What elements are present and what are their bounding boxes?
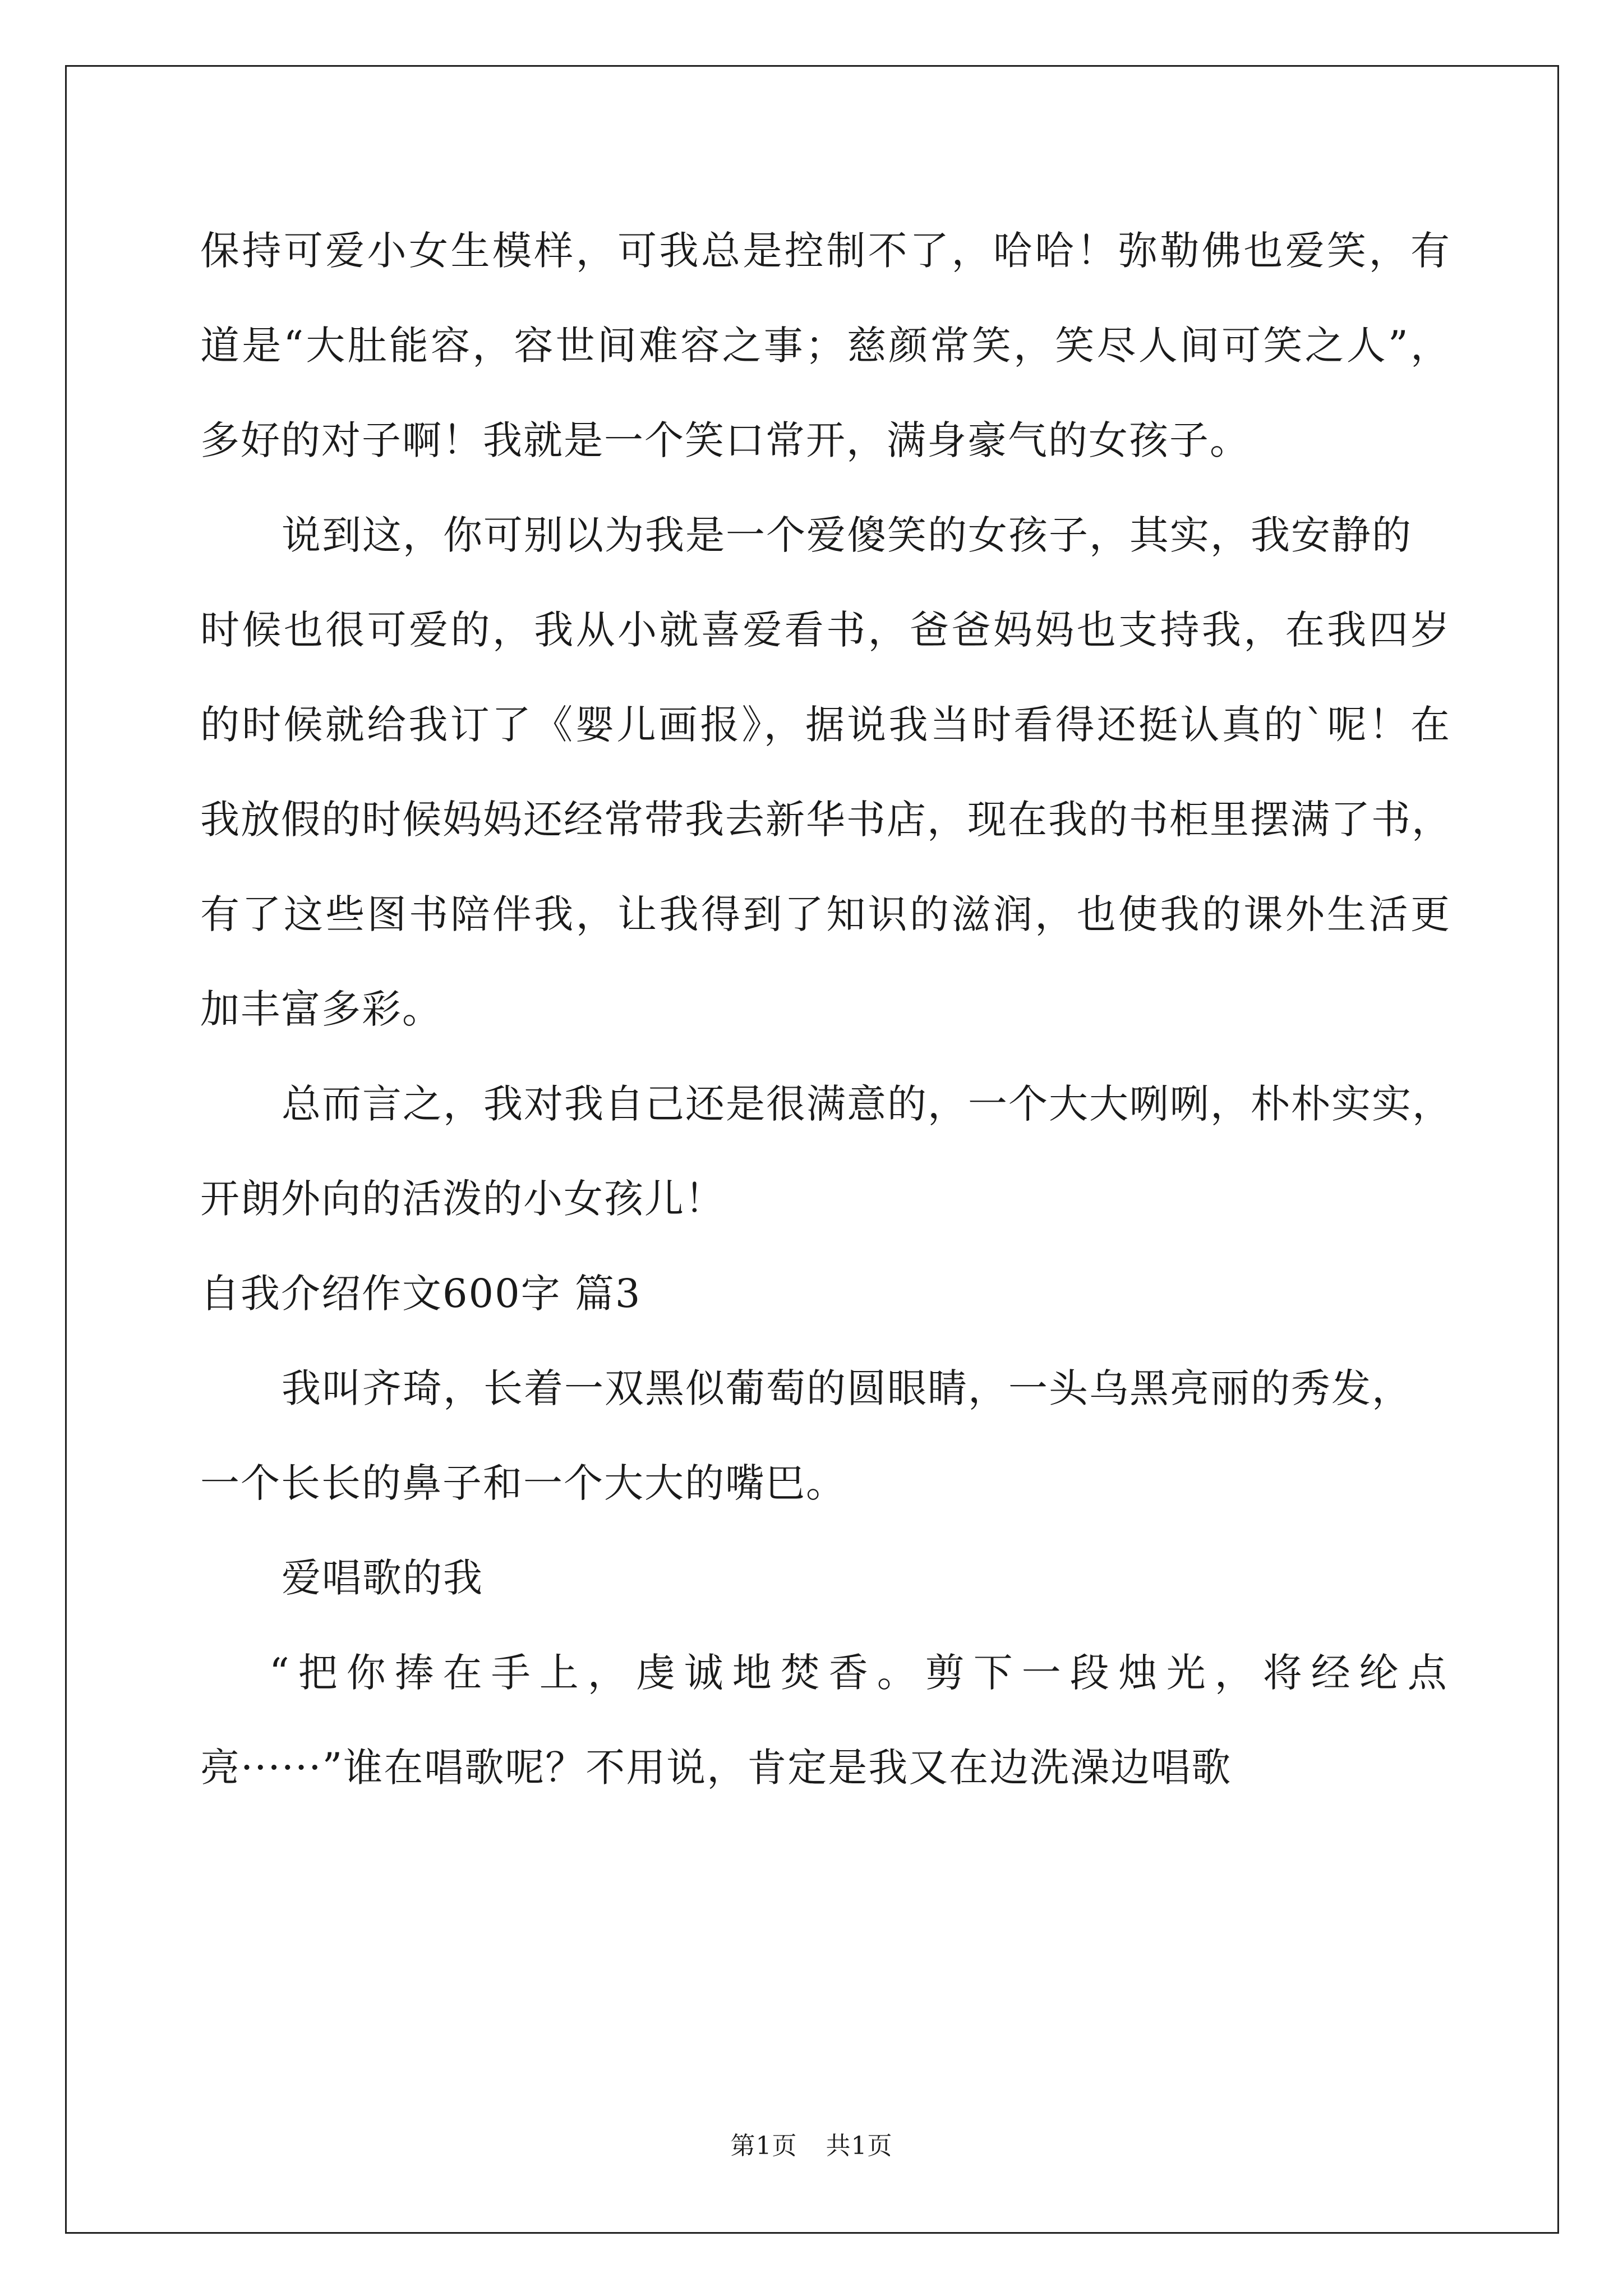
text-line-14: 一个长长的鼻子和一个大大的嘴巴。 — [200, 1460, 846, 1506]
text-line-4: 说到这，你可别以为我是一个爱傻笑的女孩子，其实，我安静的 — [282, 512, 1412, 558]
text-line-2: 道是“大肚能容，容世间难容之事；慈颜常笑，笑尽人间可笑之人”， — [200, 323, 1451, 369]
page-number: 第1页 — [730, 2132, 797, 2160]
text-line-9: 加丰富多彩。 — [200, 986, 442, 1032]
text-line-10: 总而言之，我对我自己还是很满意的，一个大大咧咧，朴朴实实， — [282, 1081, 1453, 1127]
text-line-5: 时候也很可爱的，我从小就喜爱看书，爸爸妈妈也支持我，在我四岁 — [200, 607, 1451, 653]
text-line-11: 开朗外向的活泼的小女孩儿！ — [200, 1176, 725, 1222]
text-line-1: 保持可爱小女生模样，可我总是控制不了，哈哈！弥勒佛也爱笑，有 — [200, 228, 1451, 274]
text-line-6: 的时候就给我订了《婴儿画报》，据说我当时看得还挺认真的`呢！在 — [200, 702, 1451, 748]
text-line-16: “把你捧在手上，虔诚地焚香。剪下一段烛光，将经纶点 — [269, 1650, 1456, 1696]
subheading: 爱唱歌的我 — [282, 1555, 483, 1601]
text-line-3: 多好的对子啊！我就是一个笑口常开，满身豪气的女孩子。 — [200, 417, 1250, 463]
text-line-13: 我叫齐琦，长着一双黑似葡萄的圆眼睛，一头乌黑亮丽的秀发， — [282, 1365, 1412, 1411]
text-line-7: 我放假的时候妈妈还经常带我去新华书店，现在我的书柜里摆满了书， — [200, 797, 1452, 843]
section-heading: 自我介绍作文600字 篇3 — [200, 1271, 642, 1317]
text-line-8: 有了这些图书陪伴我，让我得到了知识的滋润，也使我的课外生活更 — [200, 891, 1451, 937]
page-border — [65, 65, 1559, 2234]
page-footer — [0, 2129, 1623, 2163]
text-line-17: 亮······”谁在唱歌呢？不用说，肯定是我又在边洗澡边唱歌 — [200, 1745, 1232, 1791]
page-total: 共1页 — [826, 2132, 893, 2160]
